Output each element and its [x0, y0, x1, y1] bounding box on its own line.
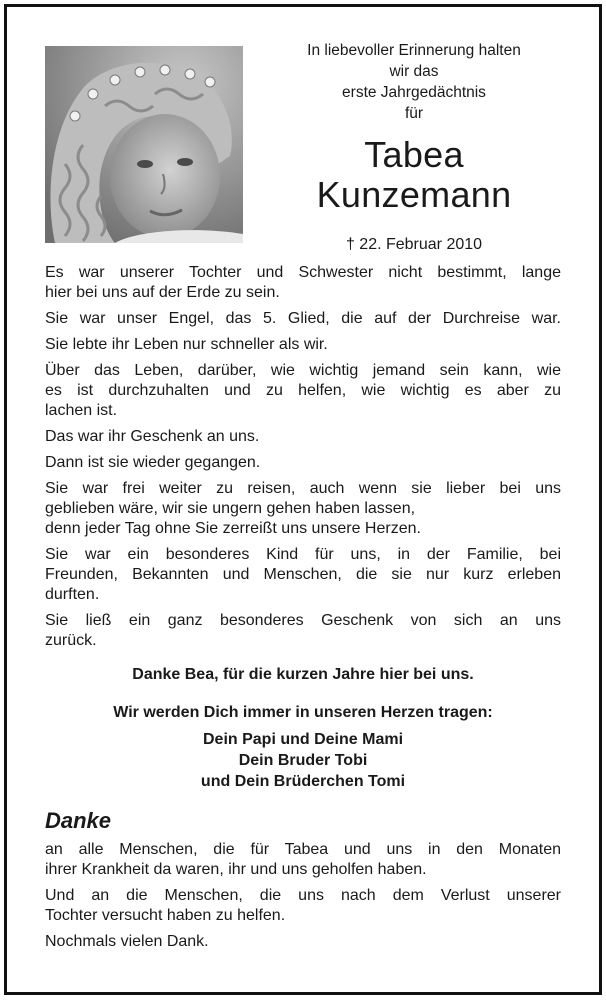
portrait-photo — [45, 46, 243, 243]
thanks-line: Danke Bea, für die kurzen Jahre hier bei uns. — [132, 666, 474, 683]
forever-line: Wir werden Dich immer in unseren Herzen tragen: — [113, 704, 493, 721]
intro-line: In liebevoller Erinnerung halten — [307, 42, 521, 59]
signature-block — [45, 729, 561, 792]
signature-line: und Dein Brüderchen Tomi — [200, 773, 406, 790]
signature-line: Dein Papi und Deine Mami — [202, 731, 404, 748]
text-line: Über das Leben, darüber, wie wichtig jemand sein kann, wie — [45, 362, 561, 379]
deceased-last-name: Kunzemann — [316, 174, 512, 215]
text-line: zurück. — [45, 632, 97, 649]
paragraph — [45, 263, 561, 303]
paragraph — [45, 611, 561, 651]
text-line: Freunden, Bekannten und Menschen, die sie nur kurz erleben — [45, 566, 561, 583]
paragraph — [45, 932, 561, 952]
text-line: Sie war unser Engel, das 5. Glied, die auf der Durchreise war. — [45, 310, 561, 327]
intro-line: erste Jahrgedächtnis — [342, 84, 486, 101]
paragraph — [45, 886, 561, 926]
text-line: ihrer Krankheit da waren, ihr und uns geholfen haben. — [45, 861, 427, 878]
text-line: Und an die Menschen, die uns nach dem Verlust unserer — [45, 887, 561, 904]
text-line: durften. — [45, 586, 100, 603]
paragraph — [45, 840, 561, 880]
paragraph — [45, 309, 561, 329]
notice-header — [262, 40, 566, 256]
text-line: Das war ihr Geschenk an uns. — [45, 428, 260, 445]
paragraph — [45, 427, 561, 447]
text-line: Sie war ein besonderes Kind für uns, in der Familie, bei — [45, 546, 561, 563]
text-line: Sie ließ ein ganz besonderes Geschenk von sich an uns — [45, 612, 561, 629]
text-line: geblieben wäre, wir sie ungern gehen haben lassen, — [45, 500, 416, 517]
paragraph — [45, 335, 561, 355]
text-line: an alle Menschen, die für Tabea und uns in den Monaten — [45, 841, 561, 858]
intro-line: wir das — [389, 63, 439, 80]
text-line: Tochter versucht haben zu helfen. — [45, 907, 286, 924]
intro-line: für — [404, 105, 424, 122]
text-line: Nochmals vielen Dank. — [45, 933, 209, 950]
paragraph — [45, 361, 561, 421]
paragraph — [45, 479, 561, 539]
signature-line: Dein Bruder Tobi — [238, 752, 368, 769]
text-line: lachen ist. — [45, 402, 118, 419]
text-line: Es war unserer Tochter und Schwester nicht bestimmt, lange — [45, 264, 561, 281]
text-line: Sie war frei weiter zu reisen, auch wenn sie lieber bei uns — [45, 480, 561, 497]
text-line: es ist durchzuhalten und zu helfen, wie wichtig es aber zu — [45, 382, 561, 399]
text-line: Dann ist sie wieder gegangen. — [45, 454, 261, 471]
deceased-first-name: Tabea — [364, 134, 464, 175]
text-line: Sie lebte ihr Leben nur schneller als wir. — [45, 336, 328, 353]
text-line: denn jeder Tag ohne Sie zerreißt uns unsere Herzen. — [45, 520, 421, 537]
text-line: hier bei uns auf der Erde zu sein. — [45, 284, 280, 301]
death-date: † 22. Februar 2010 — [345, 236, 483, 253]
notice-body — [45, 263, 561, 958]
paragraph — [45, 453, 561, 473]
paragraph — [45, 545, 561, 605]
danke-heading: Danke — [45, 808, 112, 833]
